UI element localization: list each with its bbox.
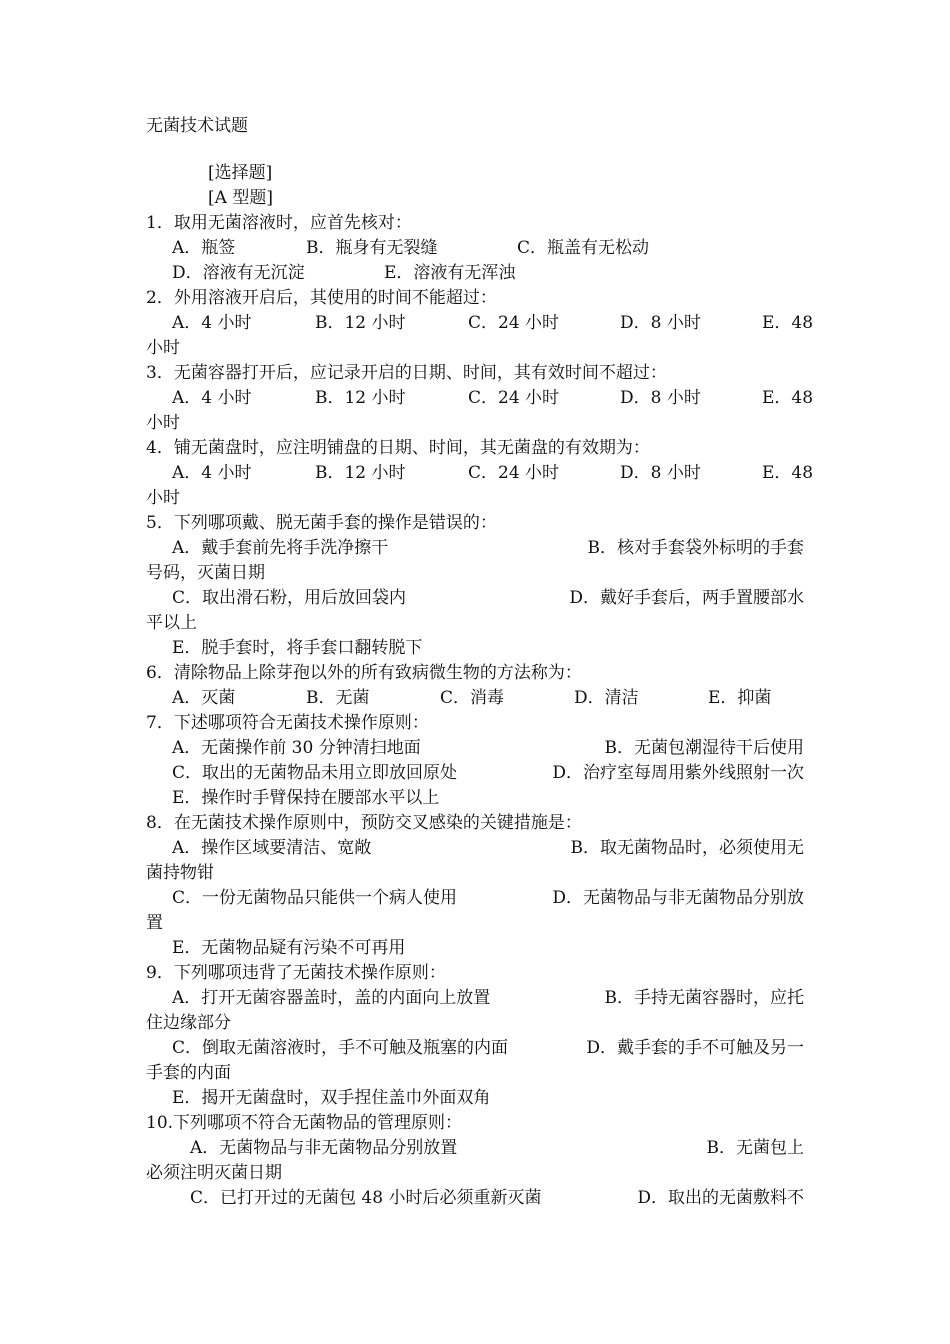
question-1-stem: 1．取用无菌溶液时，应首先核对： [146,213,412,233]
question-7-option-b: B．无菌包潮湿待干后使用 [604,738,804,758]
question-2-stem: 2．外用溶液开启后，其使用的时间不能超过： [146,288,497,308]
question-2-option-e-wrap: 小时 [146,338,180,358]
question-4-option-c: C．24 小时 [468,463,560,483]
question-4-option-e-wrap: 小时 [146,488,180,508]
section-heading: [选择题] [208,163,273,183]
question-7-option-a: A．无菌操作前 30 分钟清扫地面 [172,738,421,758]
question-4-option-e: E．48 [762,463,814,483]
question-5-option-c: C．取出滑石粉，用后放回袋内 [172,588,407,608]
question-6-stem: 6．清除物品上除芽孢以外的所有致病微生物的方法称为： [146,663,582,683]
question-8-option-c: C．一份无菌物品只能供一个病人使用 [172,888,458,908]
question-4-option-d: D．8 小时 [620,463,701,483]
question-9-option-b: B．手持无菌容器时，应托 [604,988,804,1008]
question-2-option-e: E．48 [762,313,814,333]
question-9-option-e: E．揭开无菌盘时，双手捏住盖巾外面双角 [172,1088,491,1108]
question-1-option-a: A．瓶签 [172,238,236,258]
question-3-option-d: D．8 小时 [620,388,701,408]
question-2-option-d: D．8 小时 [620,313,701,333]
question-8-option-b-wrap: 菌持物钳 [146,863,214,883]
question-5-option-e: E．脱手套时，将手套口翻转脱下 [172,638,423,658]
question-4-option-b: B．12 小时 [315,463,406,483]
question-7-option-c: C．取出的无菌物品未用立即放回原处 [172,763,458,783]
question-8-option-d: D．无菌物品与非无菌物品分别放 [552,888,804,908]
question-9-stem: 9．下列哪项违背了无菌技术操作原则： [146,963,446,983]
question-2-option-a: A．4 小时 [172,313,252,333]
question-3-option-e: E．48 [762,388,814,408]
question-5-option-d: D．戴好手套后，两手置腰部水 [569,588,804,608]
question-8-option-a: A．操作区域要清洁、宽敞 [172,838,372,858]
question-10-option-b-wrap: 必须注明灭菌日期 [146,1163,282,1183]
question-10-option-a: A．无菌物品与非无菌物品分别放置 [190,1138,458,1158]
question-6-option-c: C．消毒 [440,688,505,708]
question-4-option-a: A．4 小时 [172,463,252,483]
question-8-stem: 8．在无菌技术操作原则中，预防交叉感染的关键措施是： [146,813,582,833]
document-title: 无菌技术试题 [146,116,248,136]
question-10-option-b: B．无菌包上 [706,1138,804,1158]
question-7-option-e: E．操作时手臂保持在腰部水平以上 [172,788,440,808]
question-5-option-b-wrap: 号码，灭菌日期 [146,563,265,583]
question-6-option-d: D．清洁 [574,688,639,708]
question-5-stem: 5．下列哪项戴、脱无菌手套的操作是错误的： [146,513,497,533]
question-5-option-a: A．戴手套前先将手洗净擦干 [172,538,389,558]
question-3-stem: 3．无菌容器打开后，应记录开启的日期、时间，其有效时间不超过： [146,363,667,383]
question-9-option-b-wrap: 住边缘部分 [146,1013,231,1033]
question-8-option-d-wrap: 置 [146,913,163,933]
question-3-option-e-wrap: 小时 [146,413,180,433]
question-3-option-a: A．4 小时 [172,388,252,408]
question-3-option-c: C．24 小时 [468,388,560,408]
question-6-option-e: E．抑菌 [708,688,772,708]
question-2-option-b: B．12 小时 [315,313,406,333]
question-10-option-d: D．取出的无菌敷料不 [637,1188,804,1208]
question-4-stem: 4．铺无菌盘时，应注明铺盘的日期、时间，其无菌盘的有效期为： [146,438,650,458]
question-1-option-d: D．溶液有无沉淀 [172,263,305,283]
question-1-option-c: C．瓶盖有无松动 [517,238,650,258]
question-8-option-e: E．无菌物品疑有污染不可再用 [172,938,406,958]
question-7-stem: 7．下述哪项符合无菌技术操作原则： [146,713,429,733]
question-1-option-b: B．瓶身有无裂缝 [306,238,438,258]
question-9-option-a: A．打开无菌容器盖时，盖的内面向上放置 [172,988,491,1008]
question-9-option-d: D．戴手套的手不可触及另一 [586,1038,804,1058]
question-6-option-a: A．灭菌 [172,688,236,708]
question-5-option-b: B．核对手套袋外标明的手套 [587,538,804,558]
question-5-option-d-wrap: 平以上 [146,613,197,633]
question-6-option-b: B．无菌 [306,688,370,708]
question-9-option-c: C．倒取无菌溶液时，手不可触及瓶塞的内面 [172,1038,509,1058]
subsection-heading: [A 型题] [208,188,273,208]
question-7-option-d: D．治疗室每周用紫外线照射一次 [552,763,804,783]
question-9-option-d-wrap: 手套的内面 [146,1063,231,1083]
question-8-option-b: B．取无菌物品时，必须使用无 [570,838,804,858]
question-1-option-e: E．溶液有无浑浊 [384,263,516,283]
question-3-option-b: B．12 小时 [315,388,406,408]
question-2-option-c: C．24 小时 [468,313,560,333]
question-10-option-c: C．已打开过的无菌包 48 小时后必须重新灭菌 [190,1188,542,1208]
question-10-stem: 10.下列哪项不符合无菌物品的管理原则： [146,1113,463,1133]
